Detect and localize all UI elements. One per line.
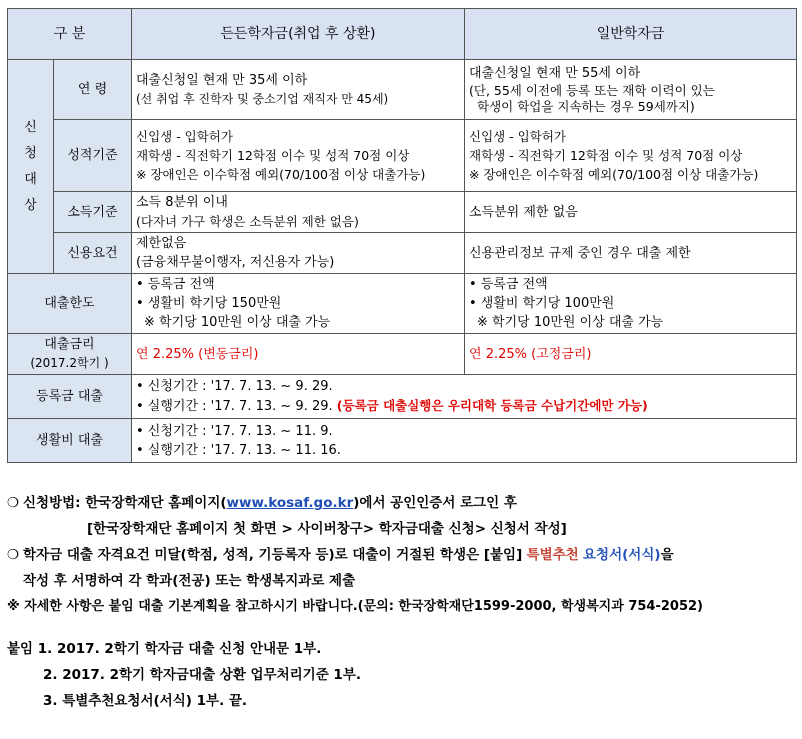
income-general: 소득분위 제한 없음 bbox=[465, 192, 797, 233]
age-dundeun: 대출신청일 현재 만 35세 이하 (선 취업 후 진학자 및 중소기업 재직자 만 45세) bbox=[132, 60, 465, 120]
credit-label: 신용요건 bbox=[54, 233, 132, 274]
attachment-1: 붙임 1. 2017. 2학기 학자금 대출 신청 안내문 1부. bbox=[7, 641, 322, 657]
kosaf-link[interactable]: www.kosaf.go.kr bbox=[226, 495, 354, 511]
grades-general: 신입생 - 입학허가 재학생 - 직전학기 12학점 이수 및 성적 70점 이상 ※ 장애인은 이수학점 예외(70/100점 이상 대출가능) bbox=[465, 120, 797, 192]
living-loan-periods: • 신청기간 : '17. 7. 13. ~ 11. 9. • 실행기간 : '17. 7. 13. ~ 11. 16. bbox=[132, 419, 797, 463]
credit-dundeun: 제한없음 (금융채무불이행자, 저신용자 가능) bbox=[132, 233, 465, 274]
notes-section bbox=[7, 490, 797, 714]
limit-label: 대출한도 bbox=[8, 274, 132, 334]
header-general-loan: 일반학자금 bbox=[465, 9, 797, 60]
rate-dundeun: 연 2.25% (변동금리) bbox=[132, 334, 465, 375]
note-special-recommendation: ❍ 학자금 대출 자격요건 미달(학점, 성적, 기등록자 등)로 대출이 거절된 학생은 [붙임] 특별추천 요청서(서식)을 bbox=[7, 547, 674, 563]
note-reference: ※ 자세한 사항은 붙임 대출 기본계획을 참고하시기 바랍니다.(문의: 한국장학재단1599-2000, 학생복지과 754-2052) bbox=[7, 599, 703, 614]
limit-dundeun: • 등록금 전액 • 생활비 학기당 150만원 ※ 학기당 10만원 이상 대출 가능 bbox=[132, 274, 465, 334]
credit-general: 신용관리정보 규제 중인 경우 대출 제한 bbox=[465, 233, 797, 274]
tuition-loan-label: 등록금 대출 bbox=[8, 375, 132, 419]
grades-label: 성적기준 bbox=[54, 120, 132, 192]
tuition-loan-periods: • 신청기간 : '17. 7. 13. ~ 9. 29. • 실행기간 : '17. 7. 13. ~ 9. 29. (등록금 대출실행은 우리대학 등록금 수납기간에만 가능) bbox=[132, 375, 797, 419]
rate-label: 대출금리 (2017.2학기 ) bbox=[8, 334, 132, 375]
header-category: 구 분 bbox=[8, 9, 132, 60]
header-dundeun-loan: 든든학자금(취업 후 상환) bbox=[132, 9, 465, 60]
applicant-group-label: 신 청 대 상 bbox=[8, 60, 54, 274]
age-label: 연 령 bbox=[54, 60, 132, 120]
note-special-submit: 작성 후 서명하여 각 학과(전공) 또는 학생복지과로 제출 bbox=[23, 573, 356, 589]
age-general: 대출신청일 현재 만 55세 이하 (단, 55세 이전에 등록 또는 재학 이력이 있는 학생이 학업을 지속하는 경우 59세까지) bbox=[465, 60, 797, 120]
attachment-3: 3. 특별추천요청서(서식) 1부. 끝. bbox=[43, 693, 248, 709]
note-apply-method: ❍ 신청방법: 한국장학재단 홈페이지(www.kosaf.go.kr)에서 공인인증서 로그인 후 bbox=[7, 495, 517, 511]
rate-general: 연 2.25% (고정금리) bbox=[465, 334, 797, 375]
income-dundeun: 소득 8분위 이내 (다자녀 가구 학생은 소득분위 제한 없음) bbox=[132, 192, 465, 233]
loan-info-table bbox=[7, 8, 797, 463]
note-apply-path: [한국장학재단 홈페이지 첫 화면 > 사이버창구> 학자금대출 신청> 신청서 작성] bbox=[87, 521, 567, 537]
limit-general: • 등록금 전액 • 생활비 학기당 100만원 ※ 학기당 10만원 이상 대출 가능 bbox=[465, 274, 797, 334]
attachment-2: 2. 2017. 2학기 학자금대출 상환 업무처리기준 1부. bbox=[43, 667, 361, 683]
income-label: 소득기준 bbox=[54, 192, 132, 233]
living-loan-label: 생활비 대출 bbox=[8, 419, 132, 463]
grades-dundeun: 신입생 - 입학허가 재학생 - 직전학기 12학점 이수 및 성적 70점 이상 ※ 장애인은 이수학점 예외(70/100점 이상 대출가능) bbox=[132, 120, 465, 192]
